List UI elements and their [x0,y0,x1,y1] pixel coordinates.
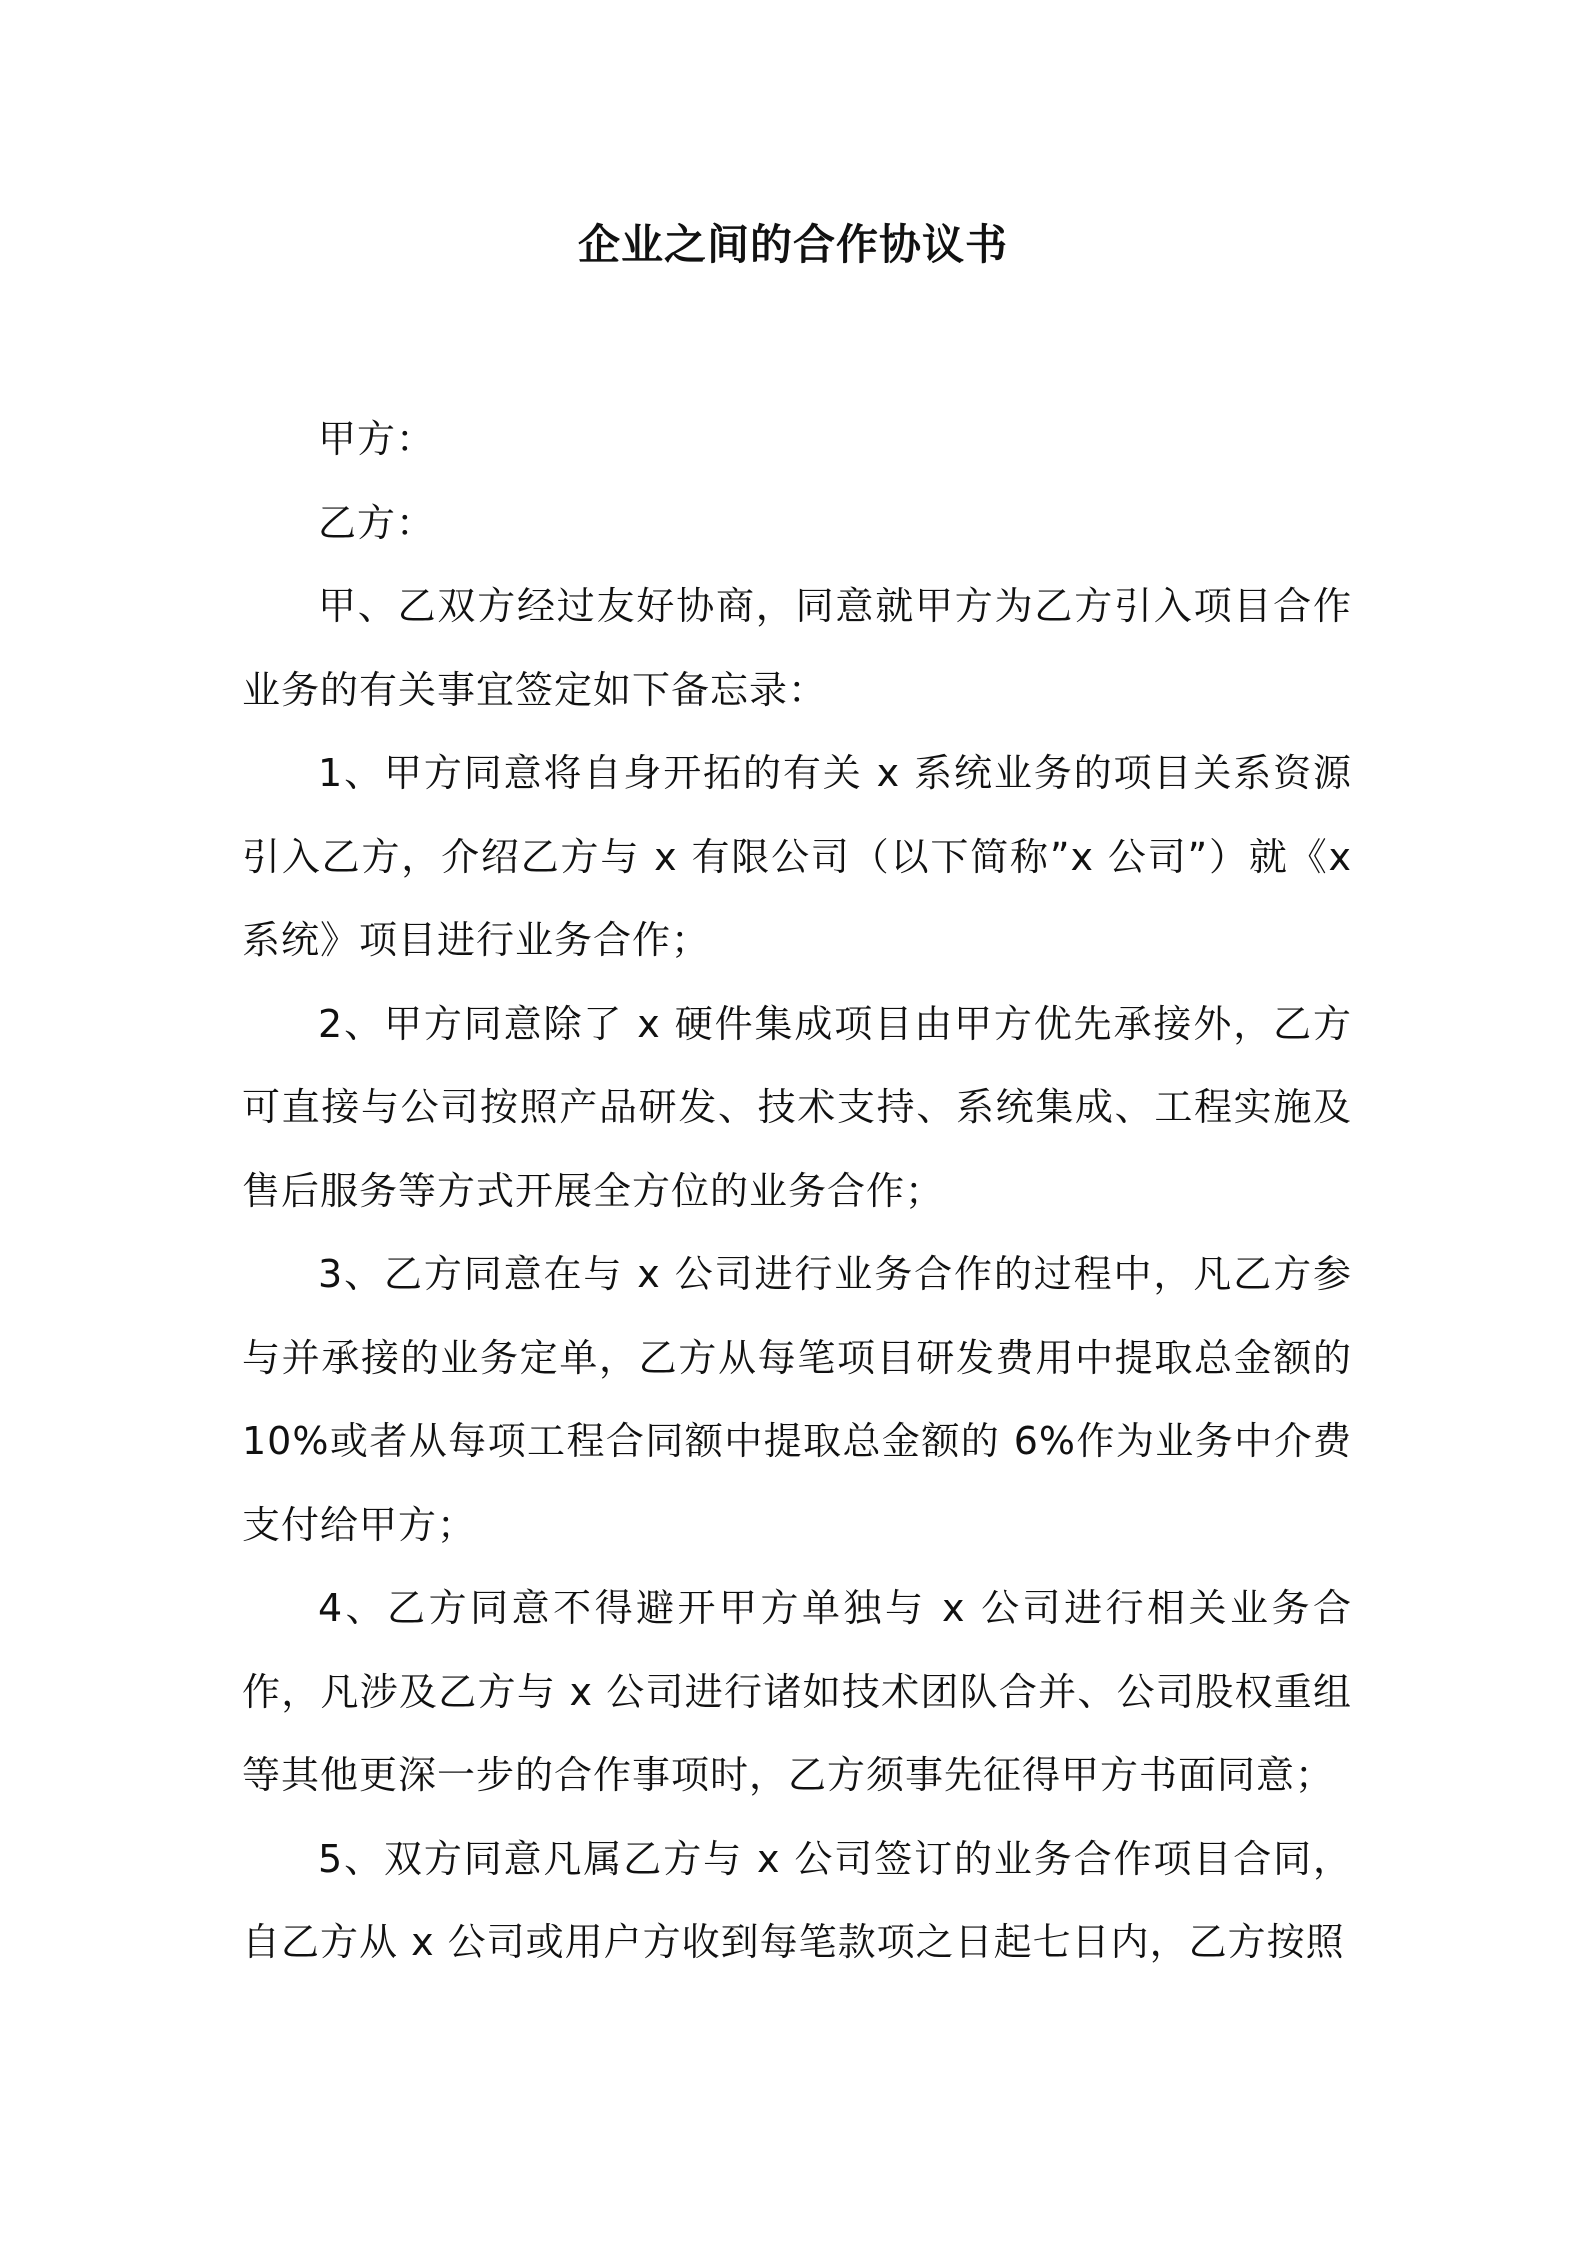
intro-paragraph: 甲、乙双方经过友好协商，同意就甲方为乙方引入项目合作业务的有关事宜签定如下备忘录： [242,584,1352,712]
party-a-line: 甲方： [318,417,436,461]
party-b-line: 乙方： [318,500,436,545]
clause-2: 2、甲方同意除了 x 硬件集成项目由甲方优先承接外，乙方可直接与公司按照产品研发、技术支持、系统集成、工程实施及售后服务等方式开展全方位的业务合作； [242,1001,1352,1213]
document-body [242,398,1352,1985]
clause-5: 5、双方同意凡属乙方与 x 公司签订的业务合作项目合同，自乙方从 x 公司或用户方收到每笔款项之日起七日内，乙方按照 [242,1836,1352,1964]
clause-4: 4、乙方同意不得避开甲方单独与 x 公司进行相关业务合作，凡涉及乙方与 x 公司进行诸如技术团队合并、公司股权重组等其他更深一步的合作事项时，乙方须事先征得甲方书面同意； [242,1586,1352,1797]
clause-3: 3、乙方同意在与 x 公司进行业务合作的过程中，凡乙方参与并承接的业务定单，乙方从每笔项目研发费用中提取总金额的 10%或者从每项工程合同额中提取总金额的 6%作为业务中介费支付给甲方； [242,1252,1352,1547]
document-title: 企业之间的合作协议书 [577,220,1008,269]
clause-1: 1、甲方同意将自身开拓的有关 x 系统业务的项目关系资源引入乙方，介绍乙方与 x 有限公司（以下简称”x 公司”）就《x 系统》项目进行业务合作； [242,751,1352,962]
